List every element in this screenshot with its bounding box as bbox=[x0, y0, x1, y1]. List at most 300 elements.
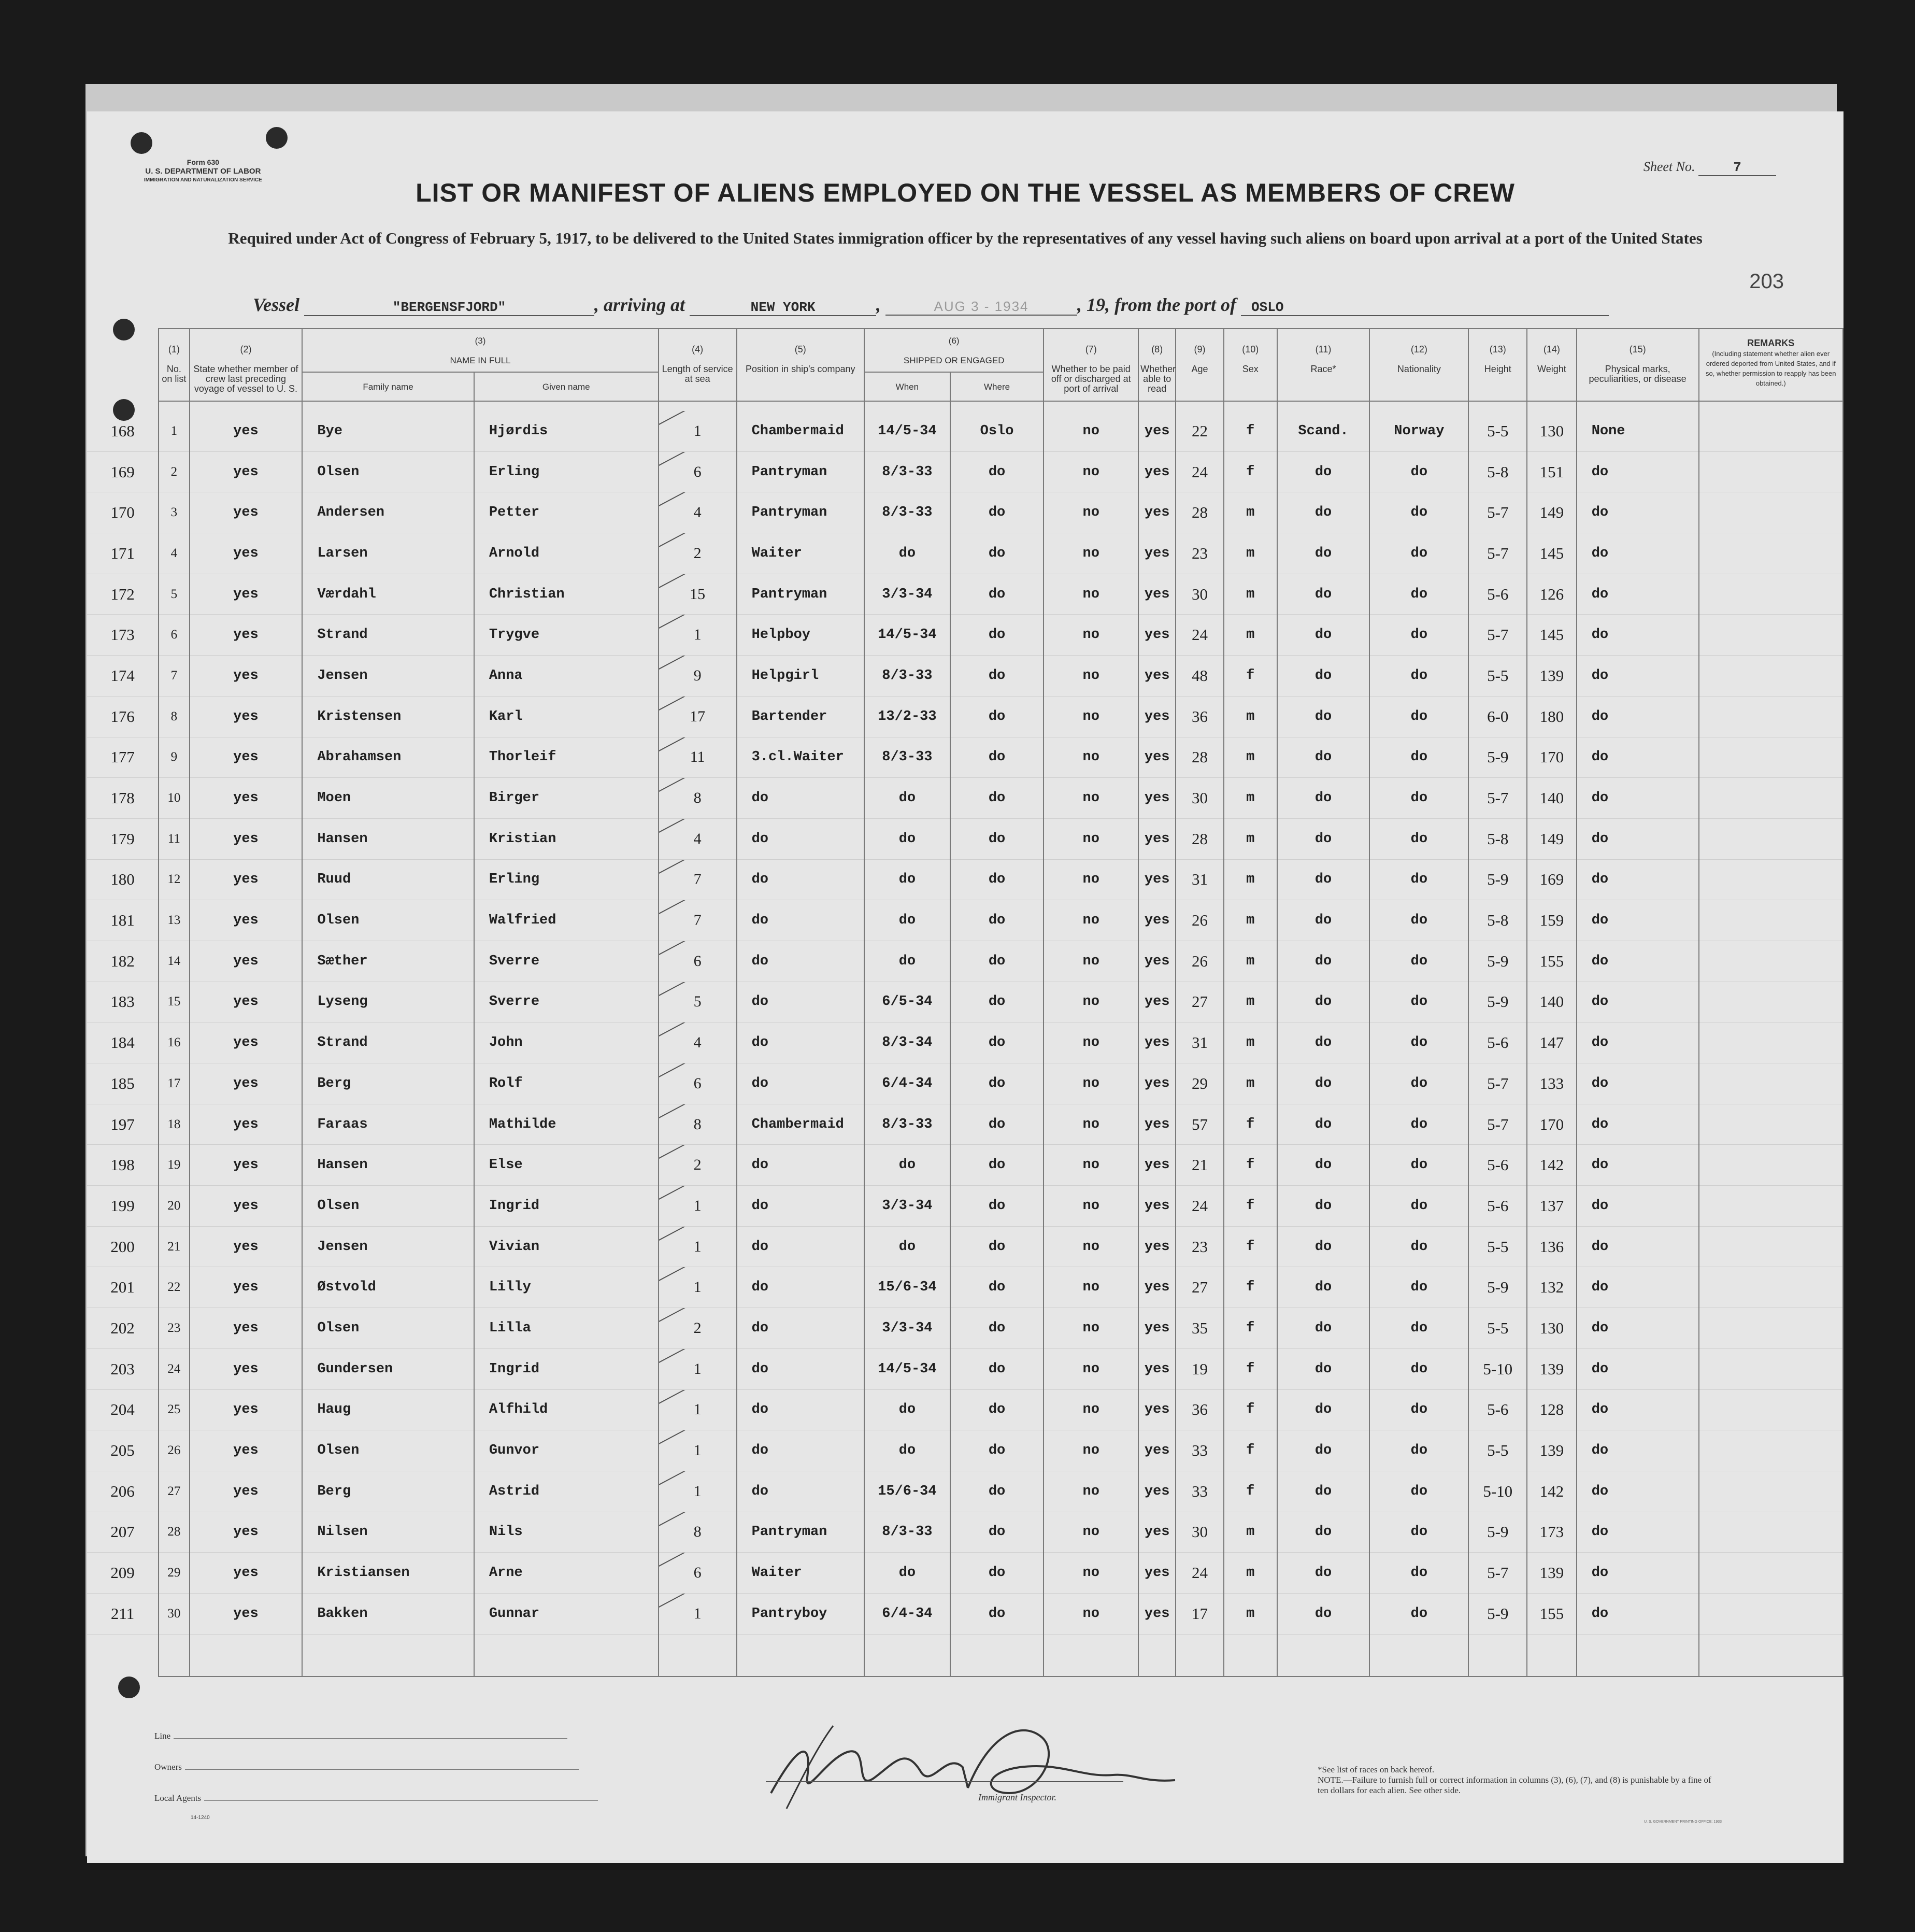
physical-marks-cell: do bbox=[1577, 982, 1699, 1022]
able-to-read-cell: yes bbox=[1138, 1226, 1176, 1267]
nationality-cell: do bbox=[1369, 656, 1468, 697]
col-where-header: Where bbox=[950, 372, 1044, 401]
nationality-cell: do bbox=[1369, 1104, 1468, 1145]
margin-number-cell: 205 bbox=[87, 1430, 159, 1471]
position-cell: do bbox=[737, 941, 864, 982]
weight-cell: 140 bbox=[1527, 778, 1577, 819]
col-nationality-header: (12) Nationality bbox=[1369, 329, 1468, 401]
age-cell: 24 bbox=[1176, 1553, 1223, 1594]
sex-cell: m bbox=[1224, 1063, 1277, 1104]
sex-cell: f bbox=[1224, 411, 1277, 451]
previous-voyage-cell: yes bbox=[190, 941, 303, 982]
height-cell: 5-8 bbox=[1468, 818, 1527, 859]
shipped-where-cell: do bbox=[950, 818, 1044, 859]
shipped-where-cell: do bbox=[950, 1104, 1044, 1145]
service-length-cell bbox=[659, 492, 737, 533]
service-length-value: 1 bbox=[693, 1238, 702, 1255]
crew-row bbox=[87, 1471, 1843, 1512]
physical-marks-cell: do bbox=[1577, 696, 1699, 737]
nationality-cell: do bbox=[1369, 1267, 1468, 1308]
previous-voyage-cell: yes bbox=[190, 1104, 303, 1145]
paid-off-cell: no bbox=[1044, 574, 1138, 615]
service-length-cell bbox=[659, 737, 737, 778]
physical-marks-cell: do bbox=[1577, 1348, 1699, 1389]
margin-number-cell: 173 bbox=[87, 615, 159, 656]
service-length-value: 1 bbox=[693, 1604, 702, 1622]
check-mark bbox=[659, 1186, 723, 1202]
physical-marks-cell: do bbox=[1577, 1145, 1699, 1186]
position-cell: do bbox=[737, 778, 864, 819]
family-name-cell: Nilsen bbox=[302, 1512, 474, 1553]
sex-cell: m bbox=[1224, 574, 1277, 615]
nationality-cell: do bbox=[1369, 533, 1468, 574]
shipped-where-cell: do bbox=[950, 574, 1044, 615]
check-mark bbox=[659, 982, 723, 998]
shipped-when-cell: do bbox=[864, 1389, 950, 1430]
shipped-when-cell: 15/6-34 bbox=[864, 1471, 950, 1512]
able-to-read-cell: yes bbox=[1138, 533, 1176, 574]
race-cell: do bbox=[1277, 818, 1369, 859]
position-cell: Pantryboy bbox=[737, 1593, 864, 1634]
previous-voyage-cell: yes bbox=[190, 1389, 303, 1430]
service-length-cell bbox=[659, 1389, 737, 1430]
able-to-read-cell: yes bbox=[1138, 1145, 1176, 1186]
paid-off-cell: no bbox=[1044, 451, 1138, 492]
position-cell: Pantryman bbox=[737, 451, 864, 492]
previous-voyage-cell: yes bbox=[190, 1063, 303, 1104]
shipped-when-cell: 8/3-34 bbox=[864, 1022, 950, 1063]
previous-voyage-cell: yes bbox=[190, 1430, 303, 1471]
margin-number-cell: 200 bbox=[87, 1226, 159, 1267]
able-to-read-cell: yes bbox=[1138, 1063, 1176, 1104]
position-cell: Helpgirl bbox=[737, 656, 864, 697]
given-name-cell: Astrid bbox=[474, 1471, 659, 1512]
given-name-cell: Lilly bbox=[474, 1267, 659, 1308]
given-name-cell: Petter bbox=[474, 492, 659, 533]
check-mark bbox=[659, 533, 723, 550]
check-mark bbox=[659, 1348, 723, 1365]
service-length-value: 2 bbox=[693, 1319, 702, 1337]
previous-voyage-cell: yes bbox=[190, 451, 303, 492]
margin-number-cell: 206 bbox=[87, 1471, 159, 1512]
crew-row bbox=[87, 900, 1843, 941]
weight-cell: 132 bbox=[1527, 1267, 1577, 1308]
remarks-cell bbox=[1699, 859, 1843, 900]
footer bbox=[87, 1715, 1843, 1835]
given-name-cell: Mathilde bbox=[474, 1104, 659, 1145]
crew-row bbox=[87, 1308, 1843, 1349]
shipped-where-cell: do bbox=[950, 1348, 1044, 1389]
service-length-value: 1 bbox=[693, 1278, 702, 1296]
shipped-where-cell: do bbox=[950, 737, 1044, 778]
given-name-cell: Erling bbox=[474, 451, 659, 492]
service-length-cell bbox=[659, 615, 737, 656]
row-number-cell: 16 bbox=[159, 1022, 189, 1063]
height-cell: 5-5 bbox=[1468, 411, 1527, 451]
row-number-cell: 5 bbox=[159, 574, 189, 615]
previous-voyage-cell: yes bbox=[190, 1267, 303, 1308]
position-cell: Pantryman bbox=[737, 492, 864, 533]
shipped-where-cell: do bbox=[950, 1389, 1044, 1430]
age-cell: 24 bbox=[1176, 451, 1223, 492]
age-cell: 33 bbox=[1176, 1471, 1223, 1512]
family-name-cell: Bakken bbox=[302, 1593, 474, 1634]
service-length-value: 1 bbox=[693, 1482, 702, 1500]
able-to-read-cell: yes bbox=[1138, 859, 1176, 900]
row-number-cell: 10 bbox=[159, 778, 189, 819]
margin-number-cell: 183 bbox=[87, 982, 159, 1022]
race-cell: do bbox=[1277, 451, 1369, 492]
margin-number-cell: 184 bbox=[87, 1022, 159, 1063]
family-name-cell: Jensen bbox=[302, 1226, 474, 1267]
weight-cell: 145 bbox=[1527, 533, 1577, 574]
col-previous-voyage-header: (2) State whether member of crew last preceding voyage of vessel to U. S. bbox=[190, 329, 303, 401]
check-mark bbox=[659, 1104, 723, 1120]
service-length-value: 9 bbox=[693, 666, 702, 684]
check-mark bbox=[659, 1430, 723, 1447]
shipped-where-cell: do bbox=[950, 1430, 1044, 1471]
age-cell: 28 bbox=[1176, 737, 1223, 778]
paid-off-cell: no bbox=[1044, 656, 1138, 697]
row-number-cell: 25 bbox=[159, 1389, 189, 1430]
nationality-cell: do bbox=[1369, 941, 1468, 982]
paid-off-cell: no bbox=[1044, 1063, 1138, 1104]
previous-voyage-cell: yes bbox=[190, 1593, 303, 1634]
local-agents-field: Local Agents bbox=[154, 1793, 598, 1803]
physical-marks-cell: do bbox=[1577, 1593, 1699, 1634]
age-cell: 57 bbox=[1176, 1104, 1223, 1145]
row-number-cell: 9 bbox=[159, 737, 189, 778]
position-cell: do bbox=[737, 1308, 864, 1349]
race-cell: do bbox=[1277, 1267, 1369, 1308]
crew-row bbox=[87, 1267, 1843, 1308]
weight-cell: 137 bbox=[1527, 1186, 1577, 1227]
form-number: Form 630 bbox=[187, 158, 220, 166]
check-mark bbox=[659, 1389, 723, 1406]
margin-number-cell: 199 bbox=[87, 1186, 159, 1227]
shipped-where-cell: do bbox=[950, 1022, 1044, 1063]
physical-marks-cell: do bbox=[1577, 1308, 1699, 1349]
shipped-where-cell: do bbox=[950, 615, 1044, 656]
margin-number-cell: 198 bbox=[87, 1145, 159, 1186]
able-to-read-cell: yes bbox=[1138, 1430, 1176, 1471]
penalty-note: NOTE.—Failure to furnish full or correct information in columns (3), (6), (7), and (8) is punishable by a fine of ten dollars for each alien. See other side. bbox=[1318, 1775, 1711, 1795]
crew-row bbox=[87, 656, 1843, 697]
given-name-cell: Trygve bbox=[474, 615, 659, 656]
weight-cell: 173 bbox=[1527, 1512, 1577, 1553]
printer-imprint: U. S. GOVERNMENT PRINTING OFFICE: 1933 bbox=[1644, 1820, 1722, 1824]
race-cell: do bbox=[1277, 1186, 1369, 1227]
weight-cell: 140 bbox=[1527, 982, 1577, 1022]
remarks-cell bbox=[1699, 1593, 1843, 1634]
col-sex-header: (10) Sex bbox=[1224, 329, 1277, 401]
service-length-cell bbox=[659, 451, 737, 492]
race-cell: do bbox=[1277, 982, 1369, 1022]
sex-cell: f bbox=[1224, 1389, 1277, 1430]
shipped-when-cell: do bbox=[864, 941, 950, 982]
check-mark bbox=[659, 451, 723, 468]
weight-cell: 139 bbox=[1527, 1430, 1577, 1471]
sheet-number-value: 7 bbox=[1698, 160, 1776, 176]
height-cell: 5-7 bbox=[1468, 778, 1527, 819]
paid-off-cell: no bbox=[1044, 900, 1138, 941]
from-label: , from the port of bbox=[1105, 294, 1237, 315]
family-name-cell: Strand bbox=[302, 615, 474, 656]
position-cell: 3.cl.Waiter bbox=[737, 737, 864, 778]
shipped-where-cell: do bbox=[950, 1226, 1044, 1267]
shipped-where-cell: do bbox=[950, 1512, 1044, 1553]
able-to-read-cell: yes bbox=[1138, 1186, 1176, 1227]
crew-row bbox=[87, 1226, 1843, 1267]
row-number-cell: 8 bbox=[159, 696, 189, 737]
stamped-page-number: 203 bbox=[1749, 270, 1784, 293]
service-length-cell bbox=[659, 1145, 737, 1186]
sex-cell: f bbox=[1224, 1226, 1277, 1267]
paid-off-cell: no bbox=[1044, 1471, 1138, 1512]
margin-number-cell: 170 bbox=[87, 492, 159, 533]
previous-voyage-cell: yes bbox=[190, 778, 303, 819]
given-name-cell: Sverre bbox=[474, 982, 659, 1022]
col-height-header: (13) Height bbox=[1468, 329, 1527, 401]
service-length-value: 4 bbox=[693, 504, 702, 521]
service-length-value: 5 bbox=[693, 993, 702, 1011]
family-name-cell: Hansen bbox=[302, 1145, 474, 1186]
family-name-cell: Berg bbox=[302, 1471, 474, 1512]
check-mark bbox=[659, 1471, 723, 1487]
paid-off-cell: no bbox=[1044, 1553, 1138, 1594]
shipped-when-cell: 8/3-33 bbox=[864, 737, 950, 778]
remarks-cell bbox=[1699, 1430, 1843, 1471]
given-name-cell: Vivian bbox=[474, 1226, 659, 1267]
age-cell: 30 bbox=[1176, 574, 1223, 615]
header-row bbox=[87, 329, 1843, 372]
race-cell: do bbox=[1277, 1512, 1369, 1553]
shipped-when-cell: 14/5-34 bbox=[864, 615, 950, 656]
margin-number-cell: 202 bbox=[87, 1308, 159, 1349]
margin-number-cell: 172 bbox=[87, 574, 159, 615]
crew-row bbox=[87, 1348, 1843, 1389]
family-name-cell: Bye bbox=[302, 411, 474, 451]
service-length-value: 1 bbox=[693, 626, 702, 644]
remarks-cell bbox=[1699, 900, 1843, 941]
able-to-read-cell: yes bbox=[1138, 411, 1176, 451]
able-to-read-cell: yes bbox=[1138, 696, 1176, 737]
weight-cell: 136 bbox=[1527, 1226, 1577, 1267]
physical-marks-cell: do bbox=[1577, 615, 1699, 656]
physical-marks-cell: do bbox=[1577, 900, 1699, 941]
shipped-when-cell: do bbox=[864, 859, 950, 900]
check-mark bbox=[659, 778, 723, 794]
service-length-cell bbox=[659, 1430, 737, 1471]
given-name-cell: Lilla bbox=[474, 1308, 659, 1349]
sheet-number bbox=[1644, 159, 1776, 176]
race-cell: do bbox=[1277, 1553, 1369, 1594]
remarks-cell bbox=[1699, 1389, 1843, 1430]
service-length-value: 6 bbox=[693, 1564, 702, 1582]
weight-cell: 149 bbox=[1527, 492, 1577, 533]
previous-voyage-cell: yes bbox=[190, 900, 303, 941]
given-name-cell: Erling bbox=[474, 859, 659, 900]
shipped-where-cell: do bbox=[950, 533, 1044, 574]
family-name-cell: Larsen bbox=[302, 533, 474, 574]
able-to-read-cell: yes bbox=[1138, 574, 1176, 615]
paid-off-cell: no bbox=[1044, 859, 1138, 900]
height-cell: 5-10 bbox=[1468, 1348, 1527, 1389]
arrival-date-stamp: AUG 3 - 1934 bbox=[885, 299, 1077, 316]
check-mark bbox=[659, 1226, 723, 1243]
punch-hole bbox=[131, 132, 152, 154]
able-to-read-cell: yes bbox=[1138, 1593, 1176, 1634]
race-cell: do bbox=[1277, 1389, 1369, 1430]
family-name-cell: Olsen bbox=[302, 1430, 474, 1471]
weight-cell: 142 bbox=[1527, 1145, 1577, 1186]
nationality-cell: do bbox=[1369, 900, 1468, 941]
height-cell: 5-9 bbox=[1468, 859, 1527, 900]
check-mark bbox=[659, 1553, 723, 1569]
position-cell: do bbox=[737, 1063, 864, 1104]
able-to-read-cell: yes bbox=[1138, 1389, 1176, 1430]
remarks-cell bbox=[1699, 696, 1843, 737]
service-length-value: 17 bbox=[690, 707, 706, 725]
physical-marks-cell: do bbox=[1577, 1104, 1699, 1145]
family-name-cell: Faraas bbox=[302, 1104, 474, 1145]
age-cell: 17 bbox=[1176, 1593, 1223, 1634]
height-cell: 5-7 bbox=[1468, 533, 1527, 574]
col-name-header: (3) NAME IN FULL bbox=[302, 329, 658, 372]
sex-cell: m bbox=[1224, 900, 1277, 941]
height-cell: 5-7 bbox=[1468, 492, 1527, 533]
physical-marks-cell: do bbox=[1577, 737, 1699, 778]
race-cell: do bbox=[1277, 859, 1369, 900]
crew-row bbox=[87, 1063, 1843, 1104]
remarks-cell bbox=[1699, 1308, 1843, 1349]
shipped-when-cell: 8/3-33 bbox=[864, 1512, 950, 1553]
weight-cell: 180 bbox=[1527, 696, 1577, 737]
remarks-cell bbox=[1699, 778, 1843, 819]
race-cell: do bbox=[1277, 1226, 1369, 1267]
shipped-when-cell: do bbox=[864, 1430, 950, 1471]
remarks-cell bbox=[1699, 1348, 1843, 1389]
page-title: LIST OR MANIFEST OF ALIENS EMPLOYED ON THE VESSEL AS MEMBERS OF CREW bbox=[416, 178, 1515, 207]
margin-number-cell: 182 bbox=[87, 941, 159, 982]
physical-marks-cell: do bbox=[1577, 1226, 1699, 1267]
shipped-when-cell: 8/3-33 bbox=[864, 492, 950, 533]
shipped-where-cell: do bbox=[950, 1471, 1044, 1512]
crew-row bbox=[87, 1389, 1843, 1430]
shipped-when-cell: 6/4-34 bbox=[864, 1063, 950, 1104]
position-cell: Bartender bbox=[737, 696, 864, 737]
height-cell: 5-9 bbox=[1468, 737, 1527, 778]
crew-row bbox=[87, 982, 1843, 1022]
shipped-when-cell: 15/6-34 bbox=[864, 1267, 950, 1308]
previous-voyage-cell: yes bbox=[190, 982, 303, 1022]
shipped-when-cell: do bbox=[864, 818, 950, 859]
service-length-value: 15 bbox=[690, 585, 706, 603]
check-mark bbox=[659, 1063, 723, 1080]
able-to-read-cell: yes bbox=[1138, 492, 1176, 533]
shipped-when-cell: do bbox=[864, 1226, 950, 1267]
crew-row bbox=[87, 941, 1843, 982]
able-to-read-cell: yes bbox=[1138, 1104, 1176, 1145]
row-number-cell: 4 bbox=[159, 533, 189, 574]
position-cell: Pantryman bbox=[737, 574, 864, 615]
height-cell: 5-5 bbox=[1468, 1430, 1527, 1471]
height-cell: 5-10 bbox=[1468, 1471, 1527, 1512]
row-number-cell: 1 bbox=[159, 411, 189, 451]
previous-voyage-cell: yes bbox=[190, 656, 303, 697]
remarks-cell bbox=[1699, 1471, 1843, 1512]
height-cell: 5-6 bbox=[1468, 1186, 1527, 1227]
able-to-read-cell: yes bbox=[1138, 1267, 1176, 1308]
physical-marks-cell: do bbox=[1577, 1389, 1699, 1430]
footnote bbox=[1318, 1765, 1722, 1796]
row-number-cell: 21 bbox=[159, 1226, 189, 1267]
col-when-header: When bbox=[864, 372, 950, 401]
shipped-where-cell: do bbox=[950, 1267, 1044, 1308]
able-to-read-cell: yes bbox=[1138, 982, 1176, 1022]
remarks-cell bbox=[1699, 1145, 1843, 1186]
age-cell: 26 bbox=[1176, 900, 1223, 941]
service-length-cell bbox=[659, 411, 737, 451]
row-number-cell: 13 bbox=[159, 900, 189, 941]
remarks-cell bbox=[1699, 1512, 1843, 1553]
service-length-cell bbox=[659, 1553, 737, 1594]
paid-off-cell: no bbox=[1044, 941, 1138, 982]
remarks-cell bbox=[1699, 1063, 1843, 1104]
service-length-cell bbox=[659, 1348, 737, 1389]
position-cell: do bbox=[737, 1186, 864, 1227]
height-cell: 5-7 bbox=[1468, 1104, 1527, 1145]
crew-row bbox=[87, 574, 1843, 615]
sex-cell: f bbox=[1224, 1308, 1277, 1349]
margin-number-cell: 168 bbox=[87, 411, 159, 451]
weight-cell: 155 bbox=[1527, 941, 1577, 982]
col-length-header: (4) Length of service at sea bbox=[659, 329, 737, 401]
age-cell: 24 bbox=[1176, 1186, 1223, 1227]
previous-voyage-cell: yes bbox=[190, 696, 303, 737]
shipped-where-cell: do bbox=[950, 1593, 1044, 1634]
row-number-cell: 18 bbox=[159, 1104, 189, 1145]
height-cell: 5-9 bbox=[1468, 1593, 1527, 1634]
remarks-cell bbox=[1699, 1104, 1843, 1145]
age-cell: 22 bbox=[1176, 411, 1223, 451]
col-age-header: (9) Age bbox=[1176, 329, 1223, 401]
able-to-read-cell: yes bbox=[1138, 1348, 1176, 1389]
sex-cell: f bbox=[1224, 1186, 1277, 1227]
col-no-header: (1) No. on list bbox=[159, 329, 189, 401]
race-cell: do bbox=[1277, 1348, 1369, 1389]
able-to-read-cell: yes bbox=[1138, 656, 1176, 697]
weight-cell: 130 bbox=[1527, 411, 1577, 451]
col-remarks-header: REMARKS (Including statement whether alien ever ordered deported from United States, and if so, whether permission to reapply has been obtained.) bbox=[1699, 329, 1843, 401]
shipped-when-cell: 6/5-34 bbox=[864, 982, 950, 1022]
paid-off-cell: no bbox=[1044, 1145, 1138, 1186]
paid-off-cell: no bbox=[1044, 1308, 1138, 1349]
able-to-read-cell: yes bbox=[1138, 818, 1176, 859]
vessel-name: "BERGENSFJORD" bbox=[304, 300, 594, 316]
service-length-value: 1 bbox=[693, 422, 702, 439]
height-cell: 5-9 bbox=[1468, 982, 1527, 1022]
service-length-cell bbox=[659, 900, 737, 941]
family-name-cell: Værdahl bbox=[302, 574, 474, 615]
position-cell: do bbox=[737, 982, 864, 1022]
shipped-when-cell: 14/5-34 bbox=[864, 411, 950, 451]
shipped-where-cell: do bbox=[950, 492, 1044, 533]
row-number-cell: 20 bbox=[159, 1186, 189, 1227]
margin-number-cell: 197 bbox=[87, 1104, 159, 1145]
family-name-cell: Olsen bbox=[302, 900, 474, 941]
col-weight-header: (14) Weight bbox=[1527, 329, 1577, 401]
